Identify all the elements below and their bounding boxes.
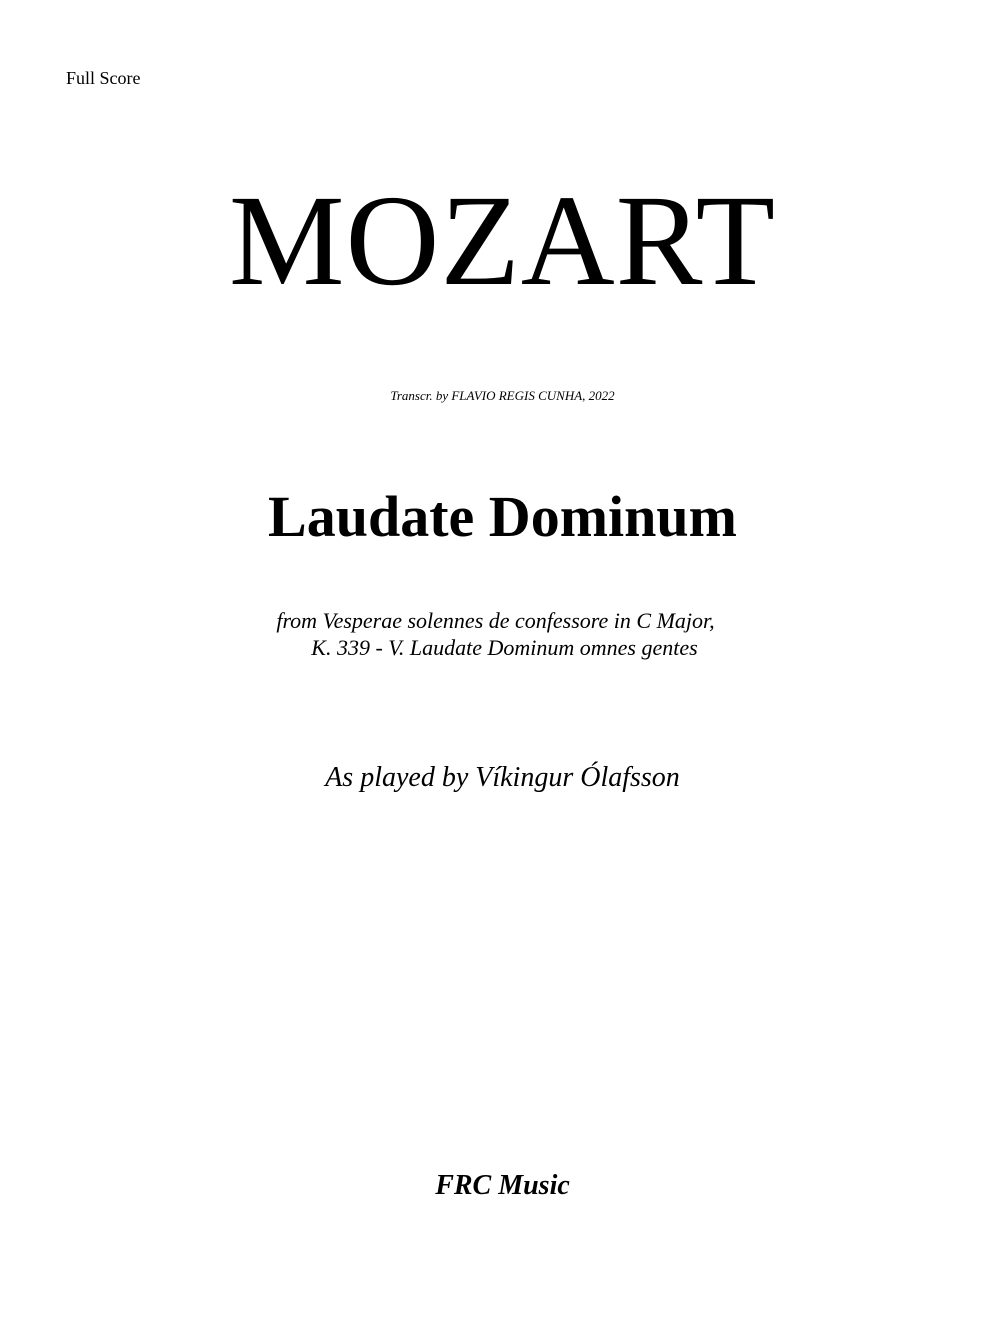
performer-credit: As played by Víkingur Ólafsson (325, 762, 680, 793)
page-title: Laudate Dominum (268, 484, 737, 549)
composer-name: MOZART (228, 169, 777, 313)
score-type-label: Full Score (66, 68, 141, 88)
transcriber-credit: Transcr. by FLAVIO REGIS CUNHA, 2022 (390, 388, 615, 403)
subtitle (0, 607, 1005, 661)
subtitle-line-1: from Vesperae solennes de confessore in C Major, (276, 608, 715, 633)
publisher-name: FRC Music (435, 1170, 570, 1201)
subtitle-line-2: K. 339 - V. Laudate Dominum omnes gentes (311, 635, 698, 660)
